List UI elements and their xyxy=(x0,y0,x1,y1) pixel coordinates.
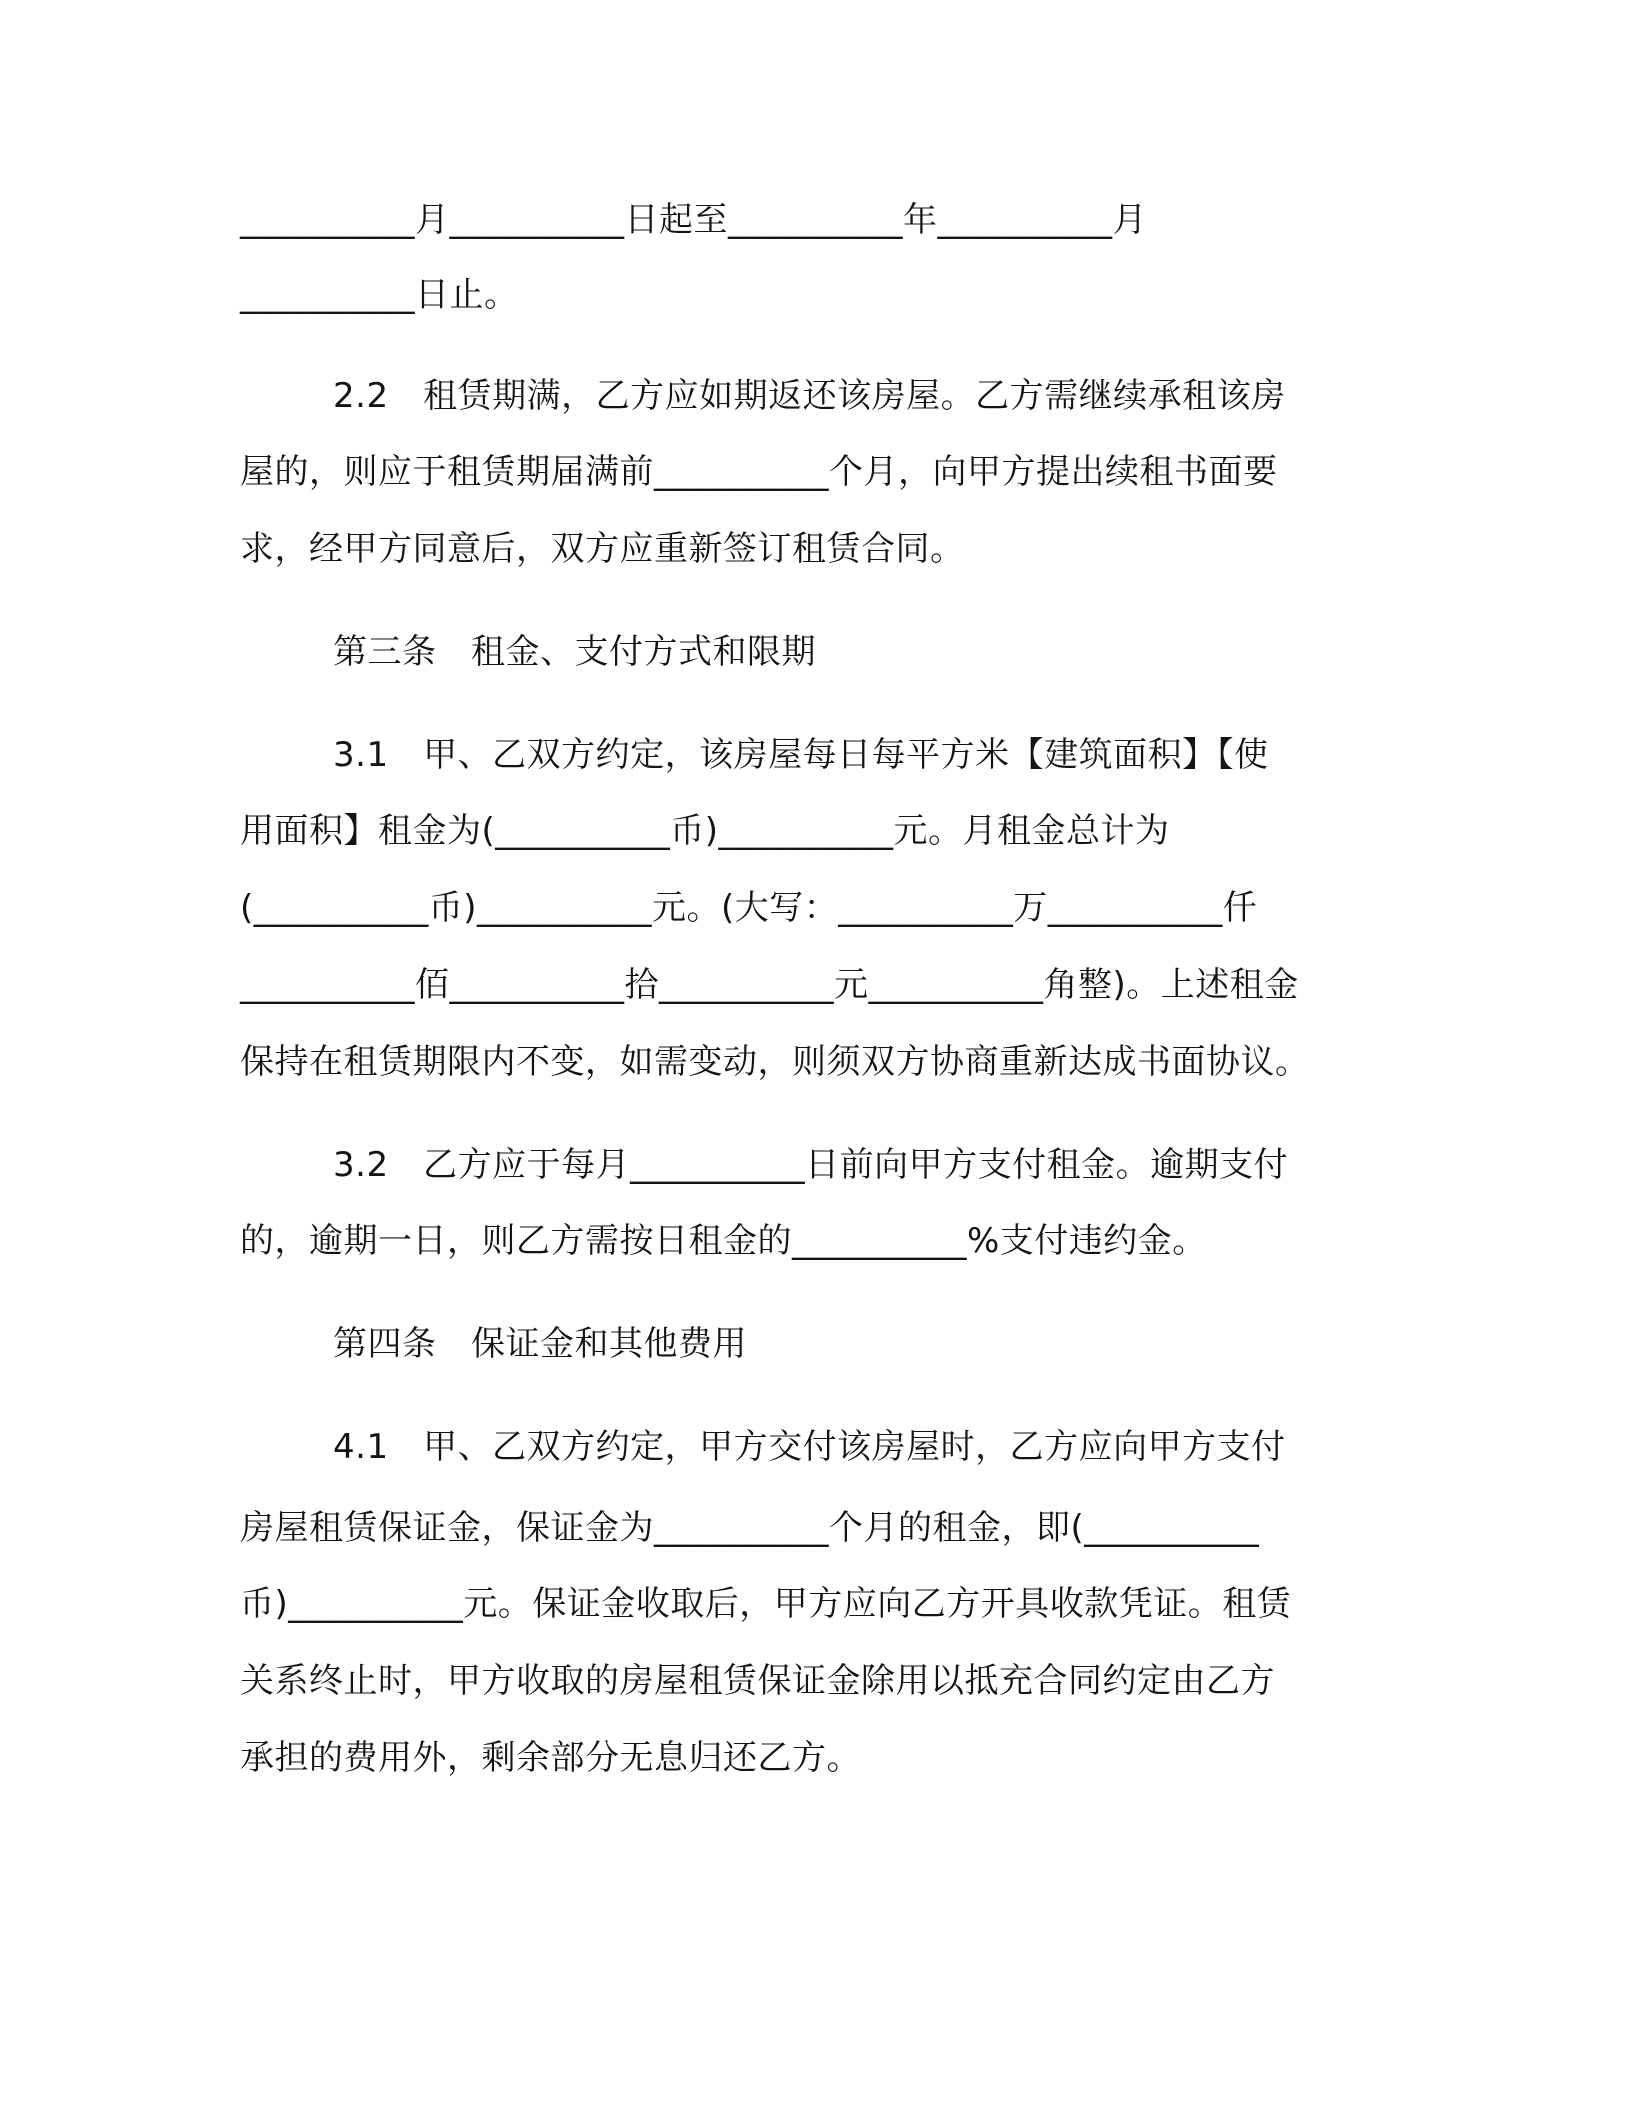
clause-4-1: 4.1 甲、乙双方约定，甲方交付该房屋时，乙方应向甲方支付 xyxy=(333,1427,1286,1467)
text-line: 屋的，则应于租赁期届满前__________个月，向甲方提出续租书面要 xyxy=(240,452,1278,492)
text-line: 承担的费用外，剩余部分无息归还乙方。 xyxy=(240,1738,861,1778)
text-line: __________月__________日起至__________年__________月 xyxy=(240,200,1147,240)
text-line: 币)__________元。保证金收取后，甲方应向乙方开具收款凭证。租赁 xyxy=(240,1584,1292,1624)
text-line: __________日止。 xyxy=(240,275,519,315)
text-line: 关系终止时，甲方收取的房屋租赁保证金除用以抵充合同约定由乙方 xyxy=(240,1661,1275,1701)
text-line: 保持在租赁期限内不变，如需变动，则须双方协商重新达成书面协议。 xyxy=(240,1042,1310,1082)
text-line: 房屋租赁保证金，保证金为__________个月的租金，即(__________ xyxy=(240,1508,1260,1548)
text-line: 求，经甲方同意后，双方应重新签订租赁合同。 xyxy=(240,529,965,569)
clause-3-2: 3.2 乙方应于每月__________日前向甲方支付租金。逾期支付 xyxy=(333,1145,1289,1185)
text-line: (__________币)__________元。(大写：__________万__________仟 xyxy=(240,888,1258,928)
clause-3-1: 3.1 甲、乙双方约定，该房屋每日每平方米【建筑面积】【使 xyxy=(333,735,1269,775)
article-4-heading: 第四条 保证金和其他费用 xyxy=(333,1324,747,1364)
text-line: 用面积】租金为(__________币)__________元。月租金总计为 xyxy=(240,811,1170,851)
clause-2-2: 2.2 租赁期满，乙方应如期返还该房屋。乙方需继续承租该房 xyxy=(333,376,1286,416)
text-line: __________佰__________拾__________元__________角整)。上述租金 xyxy=(240,965,1299,1005)
article-3-heading: 第三条 租金、支付方式和限期 xyxy=(333,632,816,672)
text-line: 的，逾期一日，则乙方需按日租金的__________%支付违约金。 xyxy=(240,1221,1207,1261)
